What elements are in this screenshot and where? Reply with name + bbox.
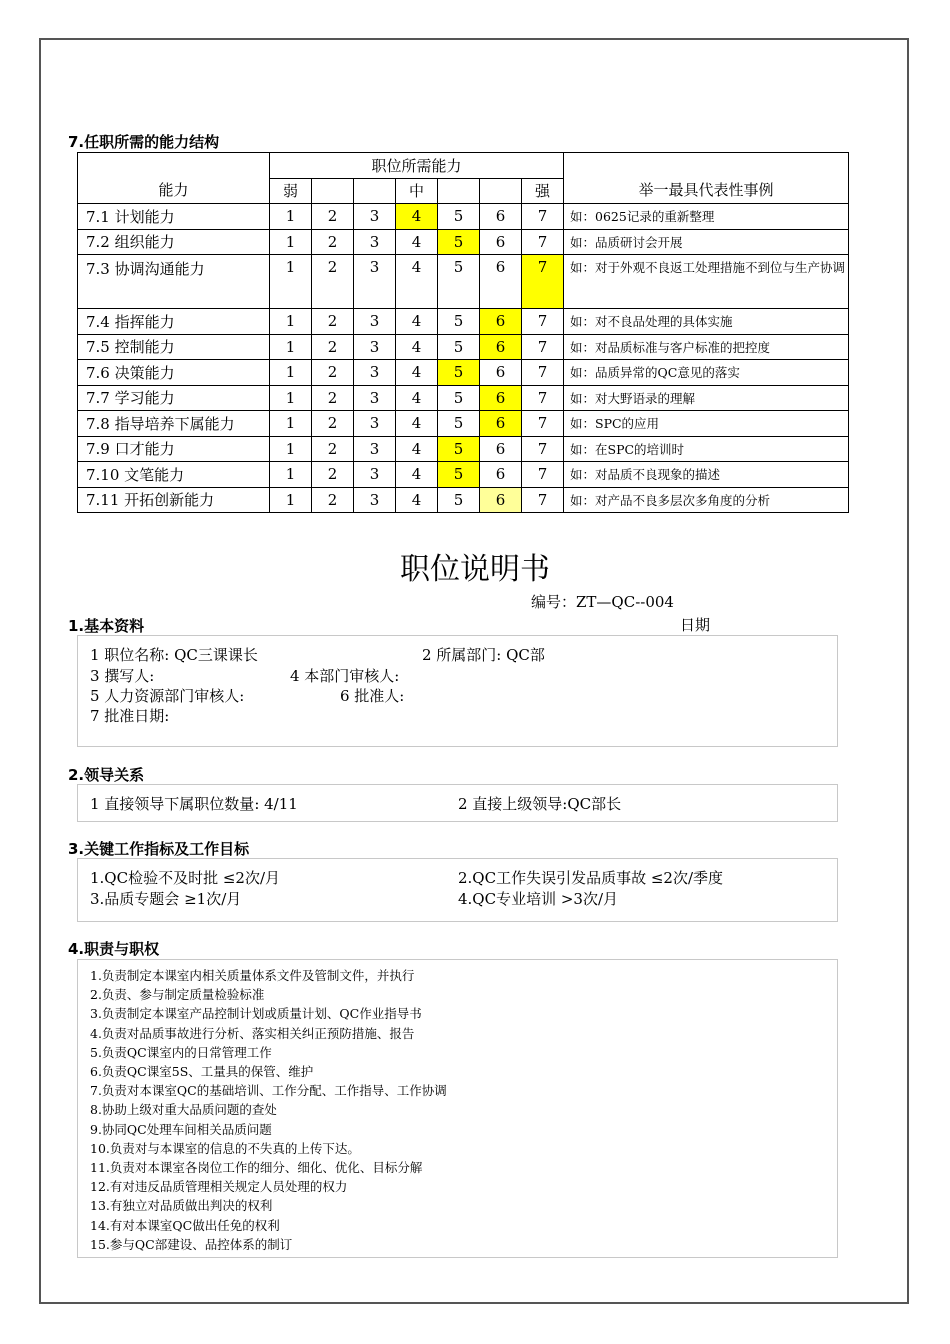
doc-number: 编号：ZT—QC--004 (531, 593, 674, 611)
kpi-item: 2.QC工作失误引发品质事故 ≤2次/季度 (458, 869, 724, 887)
ability-name: 7.1 计划能力 (78, 204, 270, 230)
doc-date-label: 日期 (680, 616, 711, 634)
ability-name: 7.2 组织能力 (78, 229, 270, 255)
level-cell: 3 (354, 334, 396, 360)
level-cell: 5 (438, 255, 480, 309)
ability-row (78, 462, 849, 488)
example-text: 如：对大野语录的理解 (564, 385, 849, 411)
level-cell: 1 (270, 360, 312, 386)
header-mid: 中 (396, 178, 438, 204)
header-blank (354, 178, 396, 204)
level-cell: 5 (438, 204, 480, 230)
ability-row (78, 229, 849, 255)
level-cell: 1 (270, 204, 312, 230)
level-cell: 3 (354, 462, 396, 488)
level-cell: 3 (354, 204, 396, 230)
level-cell: 5 (438, 309, 480, 335)
ability-name: 7.10 文笔能力 (78, 462, 270, 488)
level-cell: 4 (396, 411, 438, 437)
hr-reviewer: 5 人力资源部门审核人: (90, 687, 245, 705)
level-cell-selected: 7 (522, 255, 564, 309)
duty-item: 15.参与QC部建设、品控体系的制订 (90, 1236, 293, 1252)
duty-item: 5.负责QC课室内的日常管理工作 (90, 1044, 272, 1060)
duty-item: 3.负责制定本课室产品控制计划或质量计划、QC作业指导书 (90, 1006, 422, 1022)
level-cell: 1 (270, 229, 312, 255)
level-cell: 7 (522, 334, 564, 360)
kpi-item: 4.QC专业培训 >3次/月 (458, 890, 619, 908)
duty-item: 6.负责QC课室5S、工量具的保管、维护 (90, 1064, 314, 1080)
level-cell: 5 (438, 487, 480, 513)
level-cell: 3 (354, 436, 396, 462)
level-cell: 6 (480, 436, 522, 462)
level-cell: 6 (480, 462, 522, 488)
ability-row (78, 360, 849, 386)
ability-name: 7.7 学习能力 (78, 385, 270, 411)
section7-title: 7.任职所需的能力结构 (68, 133, 220, 151)
job-name: 1 职位名称: QC三课课长 (90, 646, 258, 664)
level-cell: 2 (312, 255, 354, 309)
level-cell: 4 (396, 385, 438, 411)
ability-row (78, 436, 849, 462)
header-required: 职位所需能力 (270, 153, 564, 179)
level-cell: 3 (354, 385, 396, 411)
ability-row (78, 255, 849, 309)
level-cell: 1 (270, 487, 312, 513)
level-cell: 2 (312, 385, 354, 411)
level-cell: 4 (396, 334, 438, 360)
level-cell-selected: 6 (480, 487, 522, 513)
duty-item: 4.负责对品质事故进行分析、落实相关纠正预防措施、报告 (90, 1025, 415, 1041)
level-cell: 1 (270, 309, 312, 335)
basic-info-box (77, 635, 838, 747)
level-cell: 7 (522, 487, 564, 513)
writer: 3 撰写人: (90, 667, 155, 685)
ability-name: 7.5 控制能力 (78, 334, 270, 360)
level-cell: 7 (522, 411, 564, 437)
level-cell: 1 (270, 436, 312, 462)
level-cell: 5 (438, 411, 480, 437)
level-cell: 2 (312, 411, 354, 437)
example-text: 如：对于外观不良返工处理措施不到位与生产协调 (564, 255, 849, 309)
section3-title: 3.关键工作指标及工作目标 (68, 840, 250, 858)
kpi-item: 3.品质专题会 ≥1次/月 (90, 890, 242, 908)
duty-item: 9.协同QC处理车间相关品质问题 (90, 1121, 272, 1137)
header-blank (438, 178, 480, 204)
ability-row (78, 204, 849, 230)
example-text: 如：品质研讨会开展 (564, 229, 849, 255)
duty-item: 1.负责制定本课室内相关质量体系文件及管制文件，并执行 (90, 968, 415, 983)
level-cell: 6 (480, 204, 522, 230)
level-cell-selected: 6 (480, 411, 522, 437)
department: 2 所属部门: QC部 (422, 646, 545, 664)
level-cell-selected: 6 (480, 309, 522, 335)
section1-title: 1.基本资料 (68, 617, 145, 635)
dept-reviewer: 4 本部门审核人: (290, 667, 400, 685)
duty-item: 11.负责对本课室各岗位工作的细分、细化、优化、目标分解 (90, 1160, 423, 1176)
level-cell: 3 (354, 255, 396, 309)
level-cell: 2 (312, 360, 354, 386)
level-cell: 3 (354, 360, 396, 386)
level-cell: 1 (270, 385, 312, 411)
level-cell: 2 (312, 204, 354, 230)
level-cell: 1 (270, 462, 312, 488)
level-cell: 4 (396, 436, 438, 462)
level-cell: 3 (354, 411, 396, 437)
header-weak: 弱 (270, 178, 312, 204)
level-cell-selected: 6 (480, 334, 522, 360)
subordinates: 1 直接领导下属职位数量: 4/11 (90, 795, 298, 813)
ability-row (78, 487, 849, 513)
example-text: 如：对品质不良现象的描述 (564, 462, 849, 488)
leadership-box (77, 784, 838, 822)
ability-name: 7.3 协调沟通能力 (78, 255, 270, 309)
header-blank (480, 178, 522, 204)
level-cell-selected: 5 (438, 229, 480, 255)
level-cell: 2 (312, 334, 354, 360)
header-example: 举一最具代表性事例 (564, 153, 849, 204)
ability-name: 7.4 指挥能力 (78, 309, 270, 335)
level-cell: 2 (312, 309, 354, 335)
level-cell-selected: 6 (480, 385, 522, 411)
level-cell-selected: 5 (438, 360, 480, 386)
level-cell-selected: 5 (438, 436, 480, 462)
ability-name: 7.9 口才能力 (78, 436, 270, 462)
header-ability: 能力 (78, 153, 270, 204)
example-text: 如：SPC的应用 (564, 411, 849, 437)
level-cell: 3 (354, 487, 396, 513)
ability-rows (78, 204, 849, 513)
example-text: 如：对品质标准与客户标准的把控度 (564, 334, 849, 360)
approve-date: 7 批准日期: (90, 707, 170, 725)
section2-title: 2.领导关系 (68, 766, 145, 784)
level-cell: 4 (396, 360, 438, 386)
level-cell: 7 (522, 385, 564, 411)
duty-item: 8.协助上级对重大品质问题的查处 (90, 1102, 277, 1118)
approver: 6 批准人: (340, 687, 405, 705)
ability-row (78, 334, 849, 360)
duty-item: 13.有独立对品质做出判决的权利 (90, 1198, 273, 1214)
level-cell: 6 (480, 360, 522, 386)
ability-row (78, 411, 849, 437)
level-cell: 3 (354, 229, 396, 255)
duty-item: 14.有对本课室QC做出任免的权利 (90, 1217, 280, 1233)
duties-box (77, 959, 838, 1258)
level-cell: 7 (522, 309, 564, 335)
duty-item: 12.有对违反品质管理相关规定人员处理的权力 (90, 1179, 348, 1195)
level-cell: 6 (480, 229, 522, 255)
level-cell: 4 (396, 309, 438, 335)
level-cell: 7 (522, 229, 564, 255)
section4-title: 4.职责与职权 (68, 940, 160, 958)
level-cell: 1 (270, 411, 312, 437)
ability-table (77, 152, 849, 513)
example-text: 如：对不良品处理的具体实施 (564, 309, 849, 335)
example-text: 如：品质异常的QC意见的落实 (564, 360, 849, 386)
level-cell: 7 (522, 462, 564, 488)
doc-title: 职位说明书 (400, 552, 550, 587)
level-cell: 7 (522, 204, 564, 230)
level-cell: 2 (312, 462, 354, 488)
ability-name: 7.6 决策能力 (78, 360, 270, 386)
example-text: 如：在SPC的培训时 (564, 436, 849, 462)
level-cell: 1 (270, 255, 312, 309)
example-text: 如：0625记录的重新整理 (564, 204, 849, 230)
level-cell: 2 (312, 229, 354, 255)
ability-name: 7.11 开拓创新能力 (78, 487, 270, 513)
kpi-box (77, 858, 838, 922)
header-strong: 强 (522, 178, 564, 204)
level-cell: 2 (312, 487, 354, 513)
ability-name: 7.8 指导培养下属能力 (78, 411, 270, 437)
duty-item: 10.负责对与本课室的信息的不失真的上传下达。 (90, 1140, 360, 1156)
example-text: 如：对产品不良多层次多角度的分析 (564, 487, 849, 513)
header-blank (312, 178, 354, 204)
level-cell: 7 (522, 360, 564, 386)
level-cell: 5 (438, 385, 480, 411)
kpi-item: 1.QC检验不及时批 ≤2次/月 (90, 869, 281, 887)
level-cell: 4 (396, 487, 438, 513)
level-cell: 1 (270, 334, 312, 360)
level-cell-selected: 5 (438, 462, 480, 488)
level-cell: 2 (312, 436, 354, 462)
level-cell: 7 (522, 436, 564, 462)
level-cell: 5 (438, 334, 480, 360)
level-cell: 4 (396, 255, 438, 309)
duty-item: 2.负责、参与制定质量检验标准 (90, 987, 265, 1003)
level-cell: 4 (396, 229, 438, 255)
ability-row (78, 385, 849, 411)
duty-item: 7.负责对本课室QC的基础培训、工作分配、工作指导、工作协调 (90, 1083, 447, 1099)
level-cell: 4 (396, 462, 438, 488)
level-cell: 3 (354, 309, 396, 335)
superior: 2 直接上级领导:QC部长 (458, 795, 622, 813)
ability-row (78, 309, 849, 335)
level-cell-selected: 4 (396, 204, 438, 230)
level-cell: 6 (480, 255, 522, 309)
